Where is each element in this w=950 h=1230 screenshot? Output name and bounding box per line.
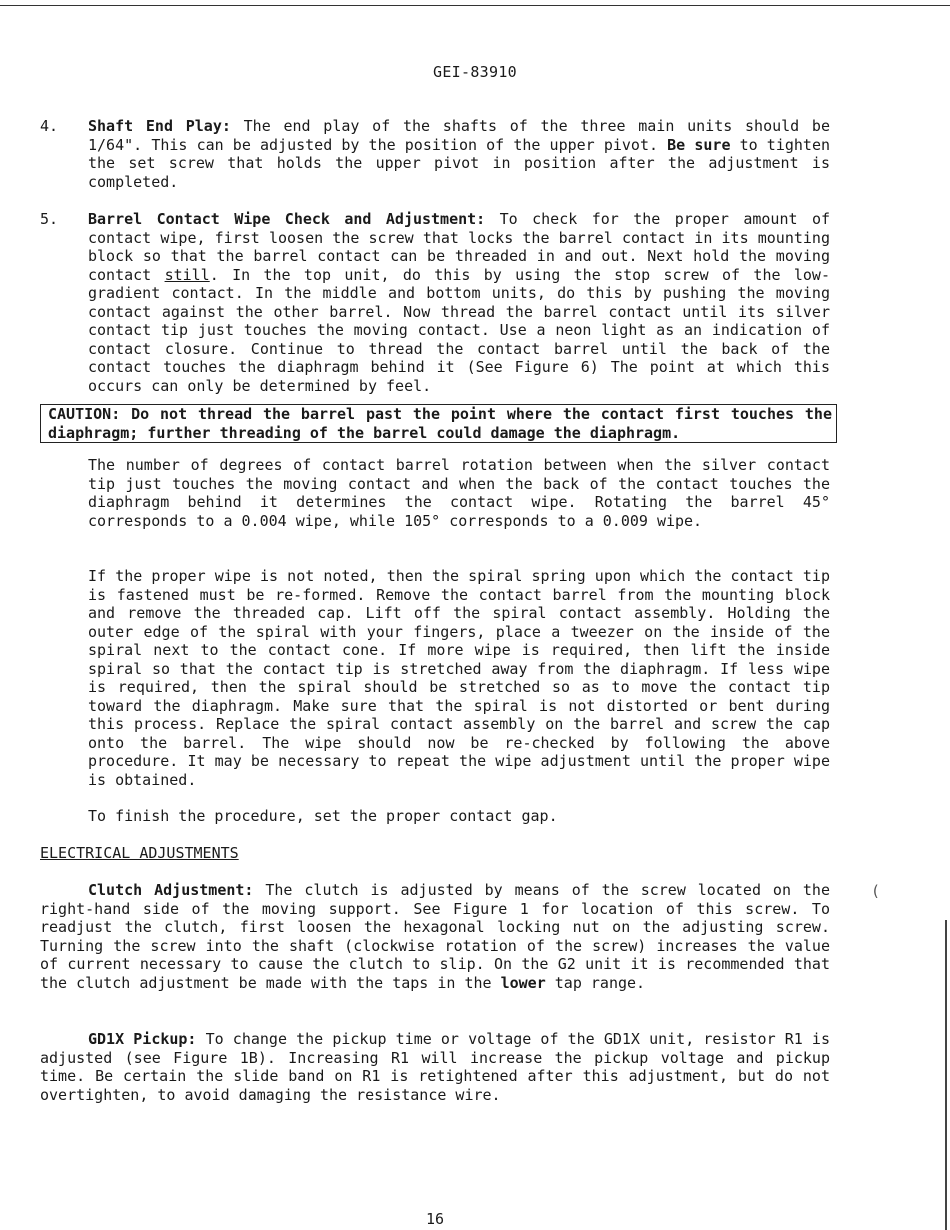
document-number: GEI-83910 — [433, 63, 517, 81]
item-4-number: 4. — [40, 117, 59, 135]
gd1x-pickup-title: GD1X Pickup: — [88, 1030, 197, 1048]
caution-box — [40, 404, 837, 443]
item-4-emphasis: Be sure — [667, 135, 731, 154]
wipe-degrees-paragraph: The number of degrees of contact barrel rotation between when the silver contact tip just touches the moving contact and when the back of the contact touches the diaphragm behind it determines the contact wipe. Rotating the barrel 45° corresponds to a 0.004 wipe, while 105° corresponds to a 0.009 wipe. — [88, 456, 830, 530]
top-rule — [0, 5, 950, 6]
clutch-adjustment-title: Clutch Adjustment: — [88, 881, 254, 899]
item-5-title: Barrel Contact Wipe Check and Adjustment: — [88, 210, 486, 228]
item-5-text-a: To check for the proper amount of contact wipe, first loosen the screw that locks the barrel contact in its mounting block so that the barrel contact can be threaded in and out. Next hold the moving contact — [88, 210, 830, 284]
item-4-title: Shaft End Play: — [88, 117, 231, 135]
item-5-number: 5. — [40, 210, 59, 228]
gd1x-pickup-text: To change the pickup time or voltage of the GD1X unit, resistor R1 is adjusted (see Figure 1B). Increasing R1 will increase the pickup voltage and pickup time. Be certain the slide band on R1 is retightened after this adjustment, but do not overtighten, to avoid damaging the resistance wire. — [40, 1030, 830, 1104]
item-5-paragraph — [88, 210, 830, 395]
clutch-text-a: The clutch is adjusted by means of the screw located on the right-hand side of the moving support. See Figure 1 for location of this screw. To readjust the clutch, first loosen the hexagonal locking nut on the adjusting screw. Turning the screw into the shaft (clockwise rotation of the screw) increases the value of current necessary to cause the clutch to slip. On the G2 unit it is recommended that the clutch adjustment be made with the taps in the — [40, 881, 830, 992]
item-4-text-a: The end play of the shafts of the three main units should be 1/64". This can be adjusted by the position of the upper pivot. — [88, 117, 830, 154]
spiral-reform-paragraph: If the proper wipe is not noted, then the spiral spring upon which the contact tip is fastened must be re-formed. Remove the contact barrel from the mounting block and remove the threaded cap. Lift off the spiral contact assembly. Holding the outer edge of the spiral with your fingers, place a tweezer on the inside of the spiral next to the contact cone. If more wipe is required, then lift the inside spiral so that the contact tip is stretched away from the diaphragm. If less wipe is required, then the spiral should be stretched so as to move the contact tip toward the diaphragm. Make sure that the spiral is not distorted or bent during this process. Replace the spiral contact assembly on the barrel and screw the cap onto the barrel. The wipe should now be re-checked by following the above procedure. It may be necessary to repeat the wipe adjustment until the proper wipe is obtained. — [88, 567, 830, 789]
item-4-text-c: to tighten the set screw that holds the upper pivot in position after the adjustment is completed. — [88, 135, 831, 191]
page-number: 16 — [425, 1210, 445, 1228]
caution-text: Do not thread the barrel past the point where the contact first touches the diaphragm; further threading of the barrel could damage the diaphragm. — [48, 405, 832, 442]
section-heading-electrical-adjustments: ELECTRICAL ADJUSTMENTS — [40, 844, 239, 862]
clutch-text-c: tap range. — [545, 973, 646, 992]
gd1x-pickup-paragraph — [40, 1030, 830, 1104]
right-edge-rule — [945, 920, 947, 1230]
clutch-adjustment-paragraph — [40, 881, 830, 992]
clutch-emphasis: lower — [500, 973, 546, 992]
caution-label: CAUTION: — [48, 405, 121, 423]
item-4-paragraph — [88, 117, 830, 191]
item-5-text-c: . In the top unit, do this by using the stop screw of the low-gradient contact. In the middle and bottom units, do this by pushing the moving contact against the other barrel. Now thread the barrel contact until its silver contact tip just touches the moving contact. Use a neon light as an indication of contact closure. Continue to thread the contact barrel until the back of the contact touches the diaphragm behind it (See Figure 6) The point at which this occurs can only be determined by feel. — [88, 265, 830, 395]
finish-procedure-paragraph: To finish the procedure, set the proper contact gap. — [88, 807, 558, 825]
item-5-underlined-word: still — [164, 265, 210, 284]
margin-mark: ( — [871, 882, 881, 900]
